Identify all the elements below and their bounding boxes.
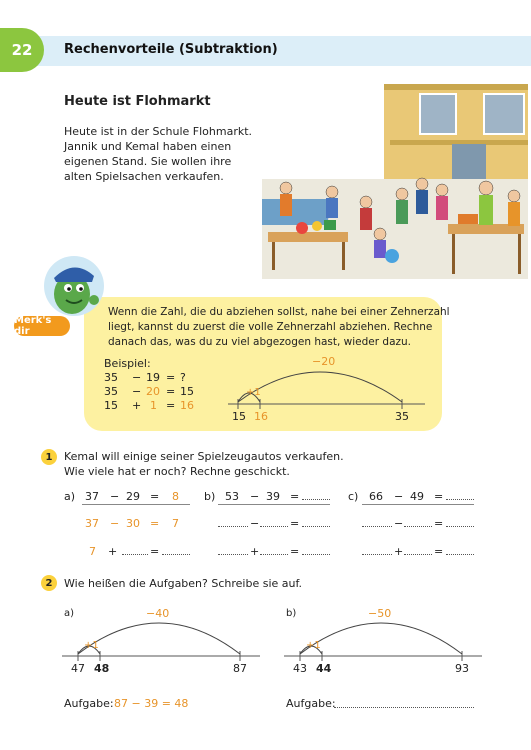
- task1c-operand: 66: [369, 490, 383, 503]
- task1a-step: −: [110, 517, 120, 530]
- task1a-step: 37: [85, 517, 99, 530]
- task2a-big-jump: −40: [146, 607, 170, 620]
- task1a-op: −: [110, 490, 120, 503]
- task2b-label: b): [286, 608, 297, 619]
- task-text: Wie heißen die Aufgaben? Schreibe sie auf.: [64, 577, 303, 590]
- task2a-left-tick: 47: [71, 662, 85, 675]
- minus-sign: −: [394, 517, 404, 530]
- minus-sign: −: [250, 517, 260, 530]
- merk-text-line: liegt, kannst du zuerst die volle Zehnerzahl abziehen. Rechne: [108, 321, 433, 333]
- task2b-mid-tick: 44: [316, 662, 332, 675]
- task-text-line: Kemal will einige seiner Spielzeugautos verkaufen.: [64, 450, 344, 463]
- chapter-title: Rechenvorteile (Subtraktion): [64, 42, 278, 57]
- task1a-operand: 37: [85, 490, 99, 503]
- answer-line: [82, 504, 190, 505]
- task2b-aufgabe-field[interactable]: [334, 707, 474, 708]
- task-text-line: Wie viele hat er noch? Rechne geschickt.: [64, 465, 290, 478]
- intro-line: alten Spielsachen verkaufen.: [64, 170, 224, 183]
- answer-line: [218, 504, 330, 505]
- task1b-label: b): [204, 490, 216, 503]
- task1a-step: 7: [172, 517, 179, 530]
- intro-line: Jannik und Kemal haben einen: [64, 140, 232, 153]
- mascot-icon: [42, 254, 106, 318]
- task-number: 1: [41, 449, 57, 465]
- blank-field[interactable]: [362, 526, 392, 527]
- blank-field[interactable]: [446, 499, 474, 500]
- blank-field[interactable]: [162, 554, 190, 555]
- task2b-left-tick: 43: [293, 662, 307, 675]
- task1b-eq: =: [290, 490, 300, 503]
- blank-field[interactable]: [302, 499, 330, 500]
- blank-field[interactable]: [218, 554, 248, 555]
- task1b-op: −: [250, 490, 260, 503]
- task1a-step: 7: [89, 545, 96, 558]
- task1a-step: =: [150, 517, 160, 530]
- blank-field[interactable]: [404, 526, 432, 527]
- equals-sign: =: [290, 517, 300, 530]
- equals-sign: =: [290, 545, 300, 558]
- blank-field[interactable]: [446, 554, 474, 555]
- task2a-aufgabe-label: Aufgabe:: [64, 697, 114, 710]
- flea-market-illustration: [262, 84, 528, 279]
- task1c-label: c): [348, 490, 359, 503]
- blank-field[interactable]: [302, 554, 330, 555]
- task1b-operand: 53: [225, 490, 239, 503]
- plus-sign: +: [394, 545, 404, 558]
- task1a-result[interactable]: 8: [172, 490, 179, 503]
- task2b-right-tick: 93: [455, 662, 469, 675]
- task1b-operand: 39: [266, 490, 280, 503]
- blank-field[interactable]: [260, 526, 288, 527]
- intro-line: Heute ist in der Schule Flohmarkt.: [64, 125, 253, 138]
- plus-sign: +: [250, 545, 260, 558]
- answer-line: [362, 504, 474, 505]
- merk-badge: Merk's dir: [14, 316, 70, 336]
- task1a-operand: 29: [126, 490, 140, 503]
- blank-field[interactable]: [404, 554, 432, 555]
- task1c-eq: =: [434, 490, 444, 503]
- example-small-jump: +1: [246, 387, 261, 398]
- task2a-aufgabe[interactable]: 87 − 39 = 48: [114, 697, 189, 710]
- section-title: Heute ist Flohmarkt: [64, 94, 211, 109]
- task2a-mid-tick: 48: [94, 662, 110, 675]
- example-right-tick: 35: [395, 410, 409, 423]
- blank-field[interactable]: [122, 554, 148, 555]
- task1a-step: 30: [126, 517, 140, 530]
- blank-field[interactable]: [362, 554, 392, 555]
- blank-field[interactable]: [260, 554, 288, 555]
- blank-field[interactable]: [446, 526, 474, 527]
- equals-sign: =: [434, 517, 444, 530]
- example-left-tick: 15: [232, 410, 246, 423]
- page-number: 22: [0, 28, 44, 72]
- task2a-right-tick: 87: [233, 662, 247, 675]
- task-number: 2: [41, 575, 57, 591]
- task1c-op: −: [394, 490, 404, 503]
- task1c-operand: 49: [410, 490, 424, 503]
- task1a-step: =: [150, 545, 160, 558]
- task2b-big-jump: −50: [368, 607, 392, 620]
- blank-field[interactable]: [302, 526, 330, 527]
- example-mid-tick: 16: [254, 410, 268, 423]
- task1a-label: a): [64, 490, 76, 503]
- task2a-label: a): [64, 608, 75, 619]
- intro-line: eigenen Stand. Sie wollen ihre: [64, 155, 232, 168]
- example-big-jump: −20: [312, 355, 336, 368]
- task2b-aufgabe-label: Aufgabe:: [286, 697, 336, 710]
- blank-field[interactable]: [218, 526, 248, 527]
- task1a-step: +: [108, 545, 118, 558]
- task2b-small-jump: +1: [306, 640, 321, 651]
- task1a-eq: =: [150, 490, 160, 503]
- merk-text-line: danach das, was du zu viel abgezogen hast, wieder dazu.: [108, 336, 412, 348]
- task2a-small-jump: +1: [84, 640, 99, 651]
- merk-text-line: Wenn die Zahl, die du abziehen sollst, nahe bei einer Zehnerzahl: [108, 306, 450, 318]
- example-label: Beispiel:: [104, 357, 151, 370]
- equals-sign: =: [434, 545, 444, 558]
